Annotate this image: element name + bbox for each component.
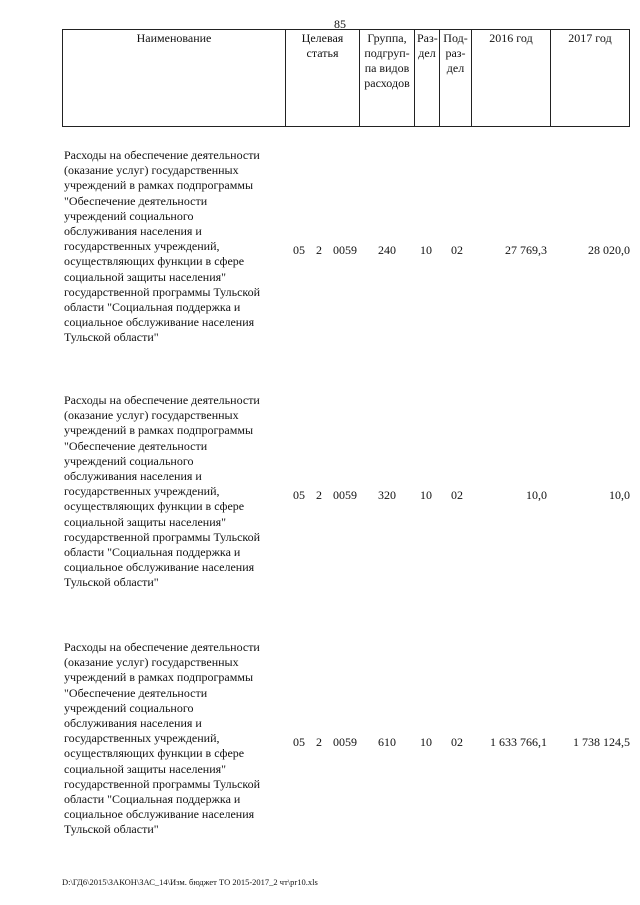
header-subsection: Под- раз- дел: [440, 30, 472, 127]
row-name: Расходы на обеспечение деятельности (оказание услуг) государственных учреждений в рамках подпрограммы "Обеспечение деятельности учреждений социального обслуживания населения и государственных учреждений, осуществляющих функции в сфере социальной защиты населения" государственной программы Тульской области "Социальная поддержка и социальное обслуживание населения Тульской области": [64, 148, 261, 345]
header-target-article: Целевая статья: [286, 30, 360, 127]
value-2017: 1 738 124,5: [573, 735, 630, 749]
header-name: Наименование: [63, 30, 286, 127]
subsection: 02: [451, 243, 463, 257]
header-2016: 2016 год: [472, 30, 551, 127]
file-path-footer: D:\ГД6\2015\ЗАКОН\ЗАС_14\Изм. бюджет ТО 2015-2017_2 чт\pr10.xls: [62, 877, 318, 887]
subsection: 02: [451, 488, 463, 502]
section: 10: [420, 243, 432, 257]
subsection: 02: [451, 735, 463, 749]
header-section: Раз- дел: [415, 30, 440, 127]
header-expense-group: Группа, подгруп- па видов расходов: [360, 30, 415, 127]
table-row: [64, 393, 630, 603]
row-name: Расходы на обеспечение деятельности (оказание услуг) государственных учреждений в рамках подпрограммы "Обеспечение деятельности учреждений социального обслуживания населения и государственных учреждений, осуществляющих функции в сфере социальной защиты населения" государственной программы Тульской области "Социальная поддержка и социальное обслуживание населения Тульской области": [64, 393, 261, 590]
value-2017: 28 020,0: [588, 243, 630, 257]
target-article-part-a: 05: [293, 243, 305, 257]
target-article-part-c: 0059: [333, 488, 357, 502]
table-row: [64, 148, 630, 358]
target-article-part-c: 0059: [333, 243, 357, 257]
table-row: [64, 640, 630, 850]
target-article-part-b: 2: [316, 243, 322, 257]
section: 10: [420, 488, 432, 502]
target-article-part-c: 0059: [333, 735, 357, 749]
target-article-part-a: 05: [293, 488, 305, 502]
value-2016: 27 769,3: [505, 243, 547, 257]
header-2017: 2017 год: [551, 30, 630, 127]
table-header: [62, 29, 630, 127]
row-name: Расходы на обеспечение деятельности (оказание услуг) государственных учреждений в рамках подпрограммы "Обеспечение деятельности учреждений социального обслуживания населения и государственных учреждений, осуществляющих функции в сфере социальной защиты населения" государственной программы Тульской области "Социальная поддержка и социальное обслуживание населения Тульской области": [64, 640, 261, 837]
target-article-part-b: 2: [316, 488, 322, 502]
section: 10: [420, 735, 432, 749]
expense-group: 240: [378, 243, 396, 257]
target-article-part-a: 05: [293, 735, 305, 749]
expense-group: 320: [378, 488, 396, 502]
value-2016: 10,0: [526, 488, 547, 502]
value-2017: 10,0: [609, 488, 630, 502]
target-article-part-b: 2: [316, 735, 322, 749]
expense-group: 610: [378, 735, 396, 749]
page-number: 85: [334, 17, 346, 31]
value-2016: 1 633 766,1: [490, 735, 547, 749]
